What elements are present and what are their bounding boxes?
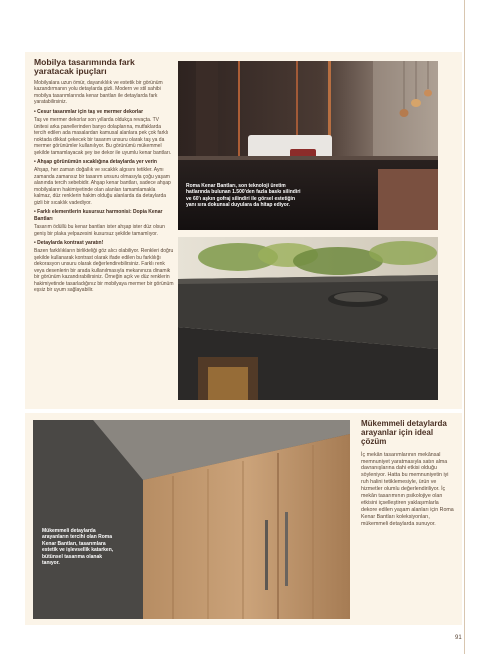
section-text-contrast: Bazen farklılıkların birlikteliği göz alıcı olabiliyor. Renkleri doğru şekilde kullanarak kontrast olarak ifade edilen bu farklılığı dekorasyon unsuru olarak değerlendirebilirsiniz. Farklı renk veya desenlerin bir arada kullanılmasıyla mekanınıza dinamik bir görünüm kazandırabilirsiniz. Örneğin açık ve düz renklerin hakimiyetinde tasarladığınız bir mobilyaya mermer bir görünüm eşsiz bir uyum sağlayabilir. [34, 248, 174, 294]
section-title-wood: • Ahşap görünümün sıcaklığına detaylarda yer verin [34, 159, 157, 166]
section-title-dopia: • Farklı elementlerin kusursuz harmonisi: Dopia Kenar Bantları [34, 209, 163, 222]
section-title-contrast: • Detaylarda kontrast yaratın! [34, 240, 104, 246]
kitchen-photo-countertop [178, 237, 438, 400]
kitchen-photo-dark [178, 61, 438, 230]
kitchen-photo-countertop-art [178, 237, 438, 400]
article-column [34, 58, 174, 297]
section-title-stone: • Cesur tasarımlar için taş ve mermer dekorlar [34, 108, 144, 115]
photo-caption-bottom: Mükemmeli detaylarda arayanların tercihi olan Roma Kenar Bantları, tasarımlara estetik ve işlevsellik katarken, bütünsel tasarıma olanak tanıyor. [42, 528, 114, 567]
article-card-top [25, 52, 462, 409]
cabinet-edge-photo-art [33, 420, 350, 619]
section-text-dopia: Tasarım ödüllü bu kenar bantları ister ahşap ister düz olsun geniş bir plaka yelpazesini kusursuz şekilde tamamlıyor. [34, 224, 165, 237]
section-text-wood: Ahşap, her zaman doğallık ve sıcaklık algısını tetikler. Aynı zamanda zamansız bir tasarım unsuru olmasıyla çoğu yaşam alanında tercih sebebidir. Ahşap kenar bantları, sadece ahşap mobilyaların hakimiyetinde olan alanları tamamlamakla kalmaz, düz renklerin hakim olduğu alanlarda da detaylarda gizli bir sıcaklık vadediyor. [34, 167, 171, 206]
article-heading: Mobilya tasarımında fark yaratacak ipuçları [34, 57, 135, 77]
sidebar-heading: Mükemmeli detaylarda arayanlar için ideal çözüm [361, 419, 447, 447]
page-edge-rule [464, 0, 465, 654]
article-intro: Mobilyalara uzun ömür, dayanıklılık ve estetik bir görünüm kazandırmanın yolu detaylarda gizli. Modern ve stil sahibi mobilya tasarımlarında kenar bantları ile detaylarda fark yaratabilirsiniz. [34, 79, 163, 106]
cabinet-edge-photo [33, 420, 350, 619]
article-card-bottom [25, 413, 462, 625]
section-text-stone: Taş ve mermer dekorlar son yıllarda oldukça revaçta. TV ünitesi arka panellerinden banyo dolaplarına, mutfaklarda tercih edilen ada masalardan kamusal alanlara pek çok farklı noktada dikkat çekecek bir tasarım unsuru olarak taş ya da mermer görünümler kullanılıyor. Bu görünümü mükemmel şekilde tamamlayacak şey ise dekor ile uyumlu kenar bantları. [34, 117, 172, 156]
page-number: 91 [455, 635, 462, 641]
sidebar-column [361, 419, 455, 528]
photo-caption-top: Roma Kenar Bantları, son teknoloji üretim hatlarında bulunan 1.500'den fazla baskı silindiri ve 60'ı aşkın gofraj silindiri ile görsel estetiğin yanı sıra dokunsal duyulara da hitap ediyor. [186, 183, 301, 209]
sidebar-text: İç mekân tasarımlarının mekânsal memnuniyet yaratmasıyla satın alma davranışlarına dahi etkisi olduğu söyleniyor. Hatta bu memnuniyetin iyi ruh halini tetiklemesiyle, ürün ve hizmetler olumlu değerlendiriliyor. İç mekân tasarımının psikolojiye olan etkisini içselleştiren yaklaşımlarla dekore edilen yaşam alanları için Roma Kenar Bantları koleksiyonları, mükemmeli detaylarda sunuyor. [361, 451, 454, 527]
